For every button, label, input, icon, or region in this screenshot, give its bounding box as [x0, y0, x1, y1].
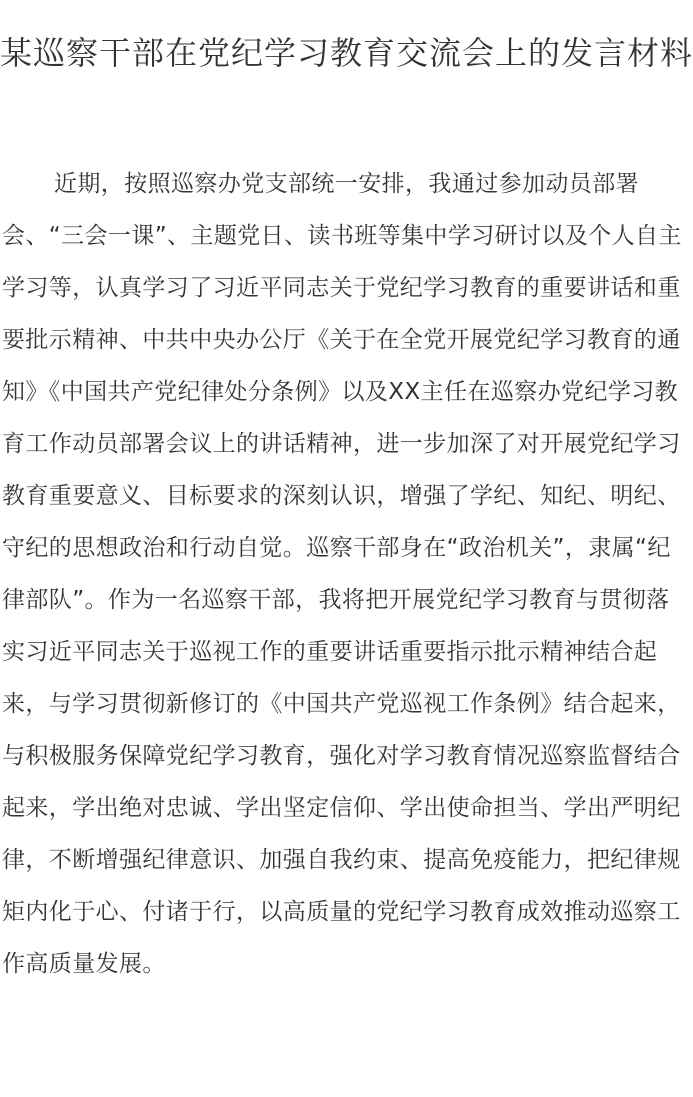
document-title: 某巡察干部在党纪学习教育交流会上的发言材料 [0, 34, 693, 72]
body-paragraph [2, 158, 692, 990]
paragraph-text: 近期，按照巡察办党支部统一安排，我通过参加动员部署会、“三会一课”、主题党日、读书班等集中学习研讨以及个人自主学习等，认真学习了习近平同志关于党纪学习教育的重要讲话和重要批示精神、中共中央办公厅《关于在全党开展党纪学习教育的通知》《中国共产党纪律处分条例》以及XX主任在巡察办党纪学习教育工作动员部署会议上的讲话精神，进一步加深了对开展党纪学习教育重要意义、目标要求的深刻认识，增强了学纪、知纪、明纪、守纪的思想政治和行动自觉。巡察干部身在“政治机关”，隶属“纪律部队”。作为一名巡察干部，我将把开展党纪学习教育与贯彻落实习近平同志关于巡视工作的重要讲话重要指示批示精神结合起来，与学习贯彻新修订的《中国共产党巡视工作条例》结合起来，与积极服务保障党纪学习教育，强化对学习教育情况巡察监督结合起来，学出绝对忠诚、学出坚定信仰、学出使命担当、学出严明纪律，不断增强纪律意识、加强自我约束、提高免疫能力，把纪律规矩内化于心、付诸于行，以高质量的党纪学习教育成效推动巡察工作高质量发展。 [2, 171, 682, 977]
